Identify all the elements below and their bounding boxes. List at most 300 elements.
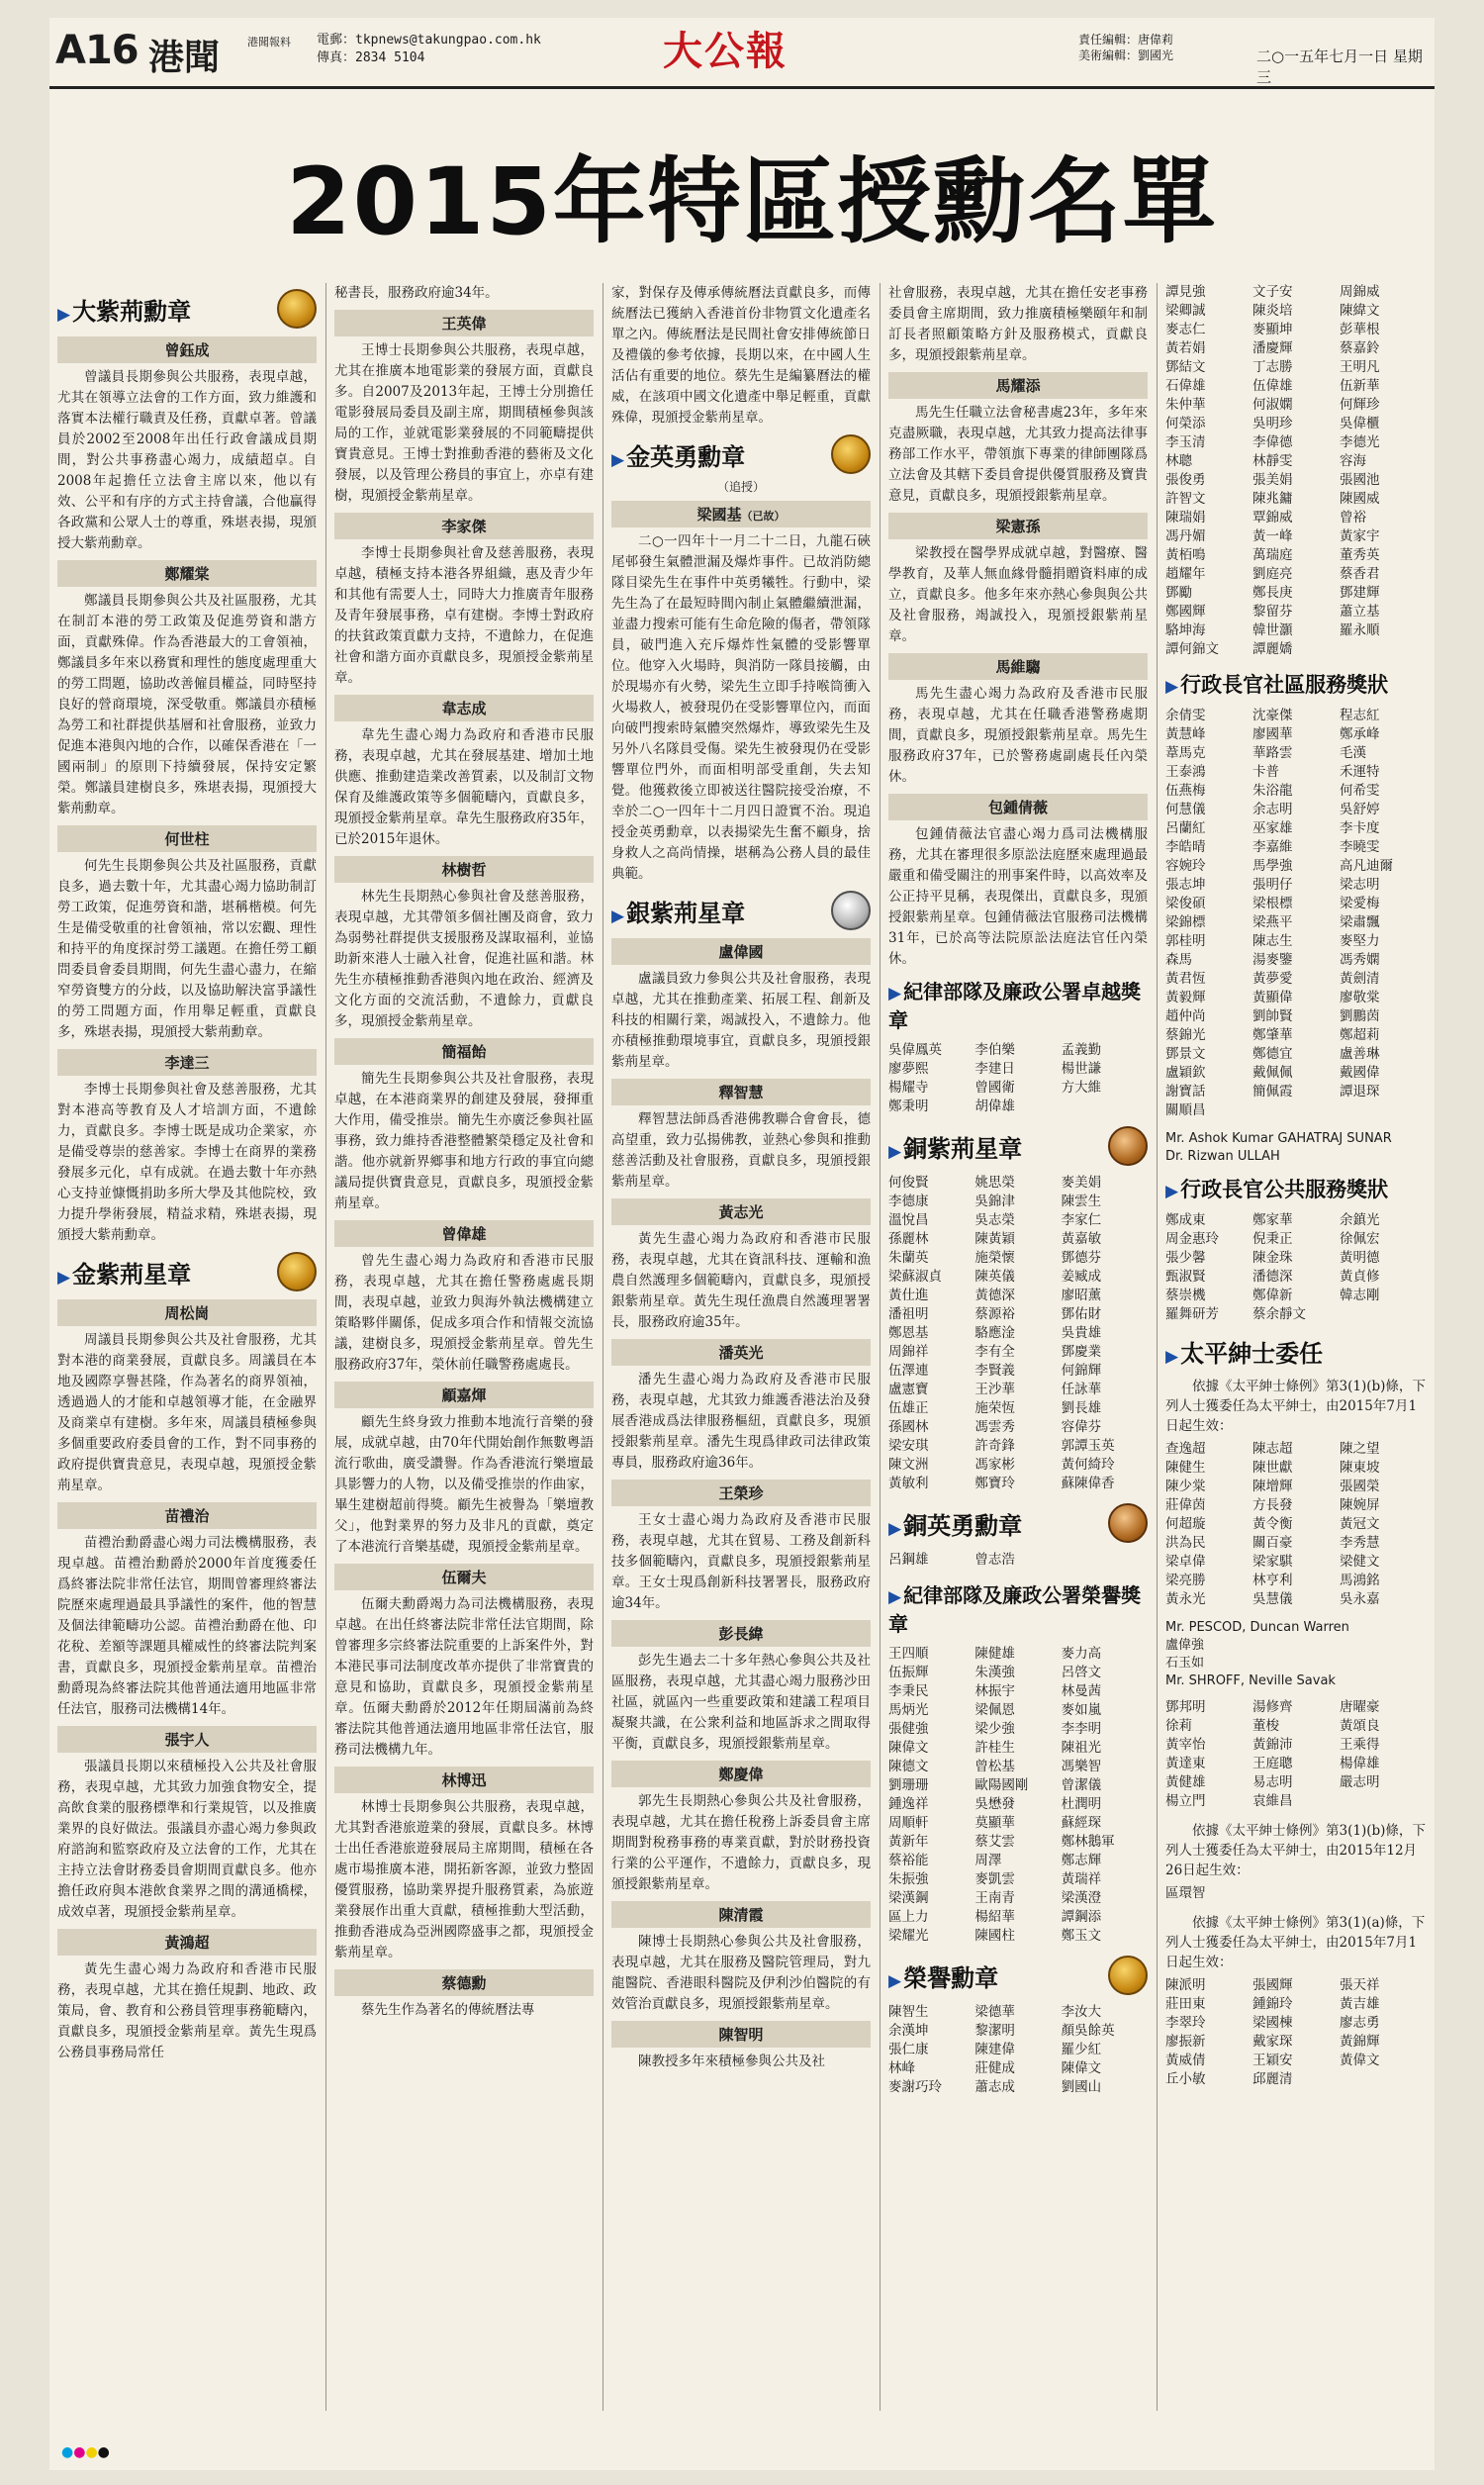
name-grid	[1165, 707, 1427, 1120]
awardee-name-item: 郭桂明	[1165, 933, 1206, 949]
name-grid	[888, 1551, 1148, 1570]
awardee-name-item: 許奇鋒	[974, 1438, 1015, 1454]
awardee-name-item: 黃君恆	[1165, 971, 1206, 987]
awardee-name-item: 陳金珠	[1252, 1250, 1293, 1266]
awardee-name-item: 石偉雄	[1165, 378, 1206, 394]
awardee-name-item: 李卡度	[1340, 820, 1380, 836]
awardee-name-item: 羅舞研芳	[1165, 1306, 1219, 1322]
awardee-name-item: 林振宇	[974, 1683, 1015, 1699]
awardee-name-item: 劉長雄	[1061, 1400, 1102, 1416]
awardee-name-item: 黎潔明	[974, 2023, 1015, 2039]
awardee-name-item: 鄭寶玲	[974, 1476, 1015, 1491]
awardee-name-item: 杜潤明	[1061, 1796, 1102, 1812]
awardee-name-item: 周澤	[974, 1853, 1002, 1868]
citation: 顧先生終身致力推動本地流行音樂的發展，成就卓越，由70年代開始創作無數粵語流行歌曲，廣受讚譽。作為香港流行樂壇最具影響力的人物，以及備受推崇的作曲家，畢生建樹超前得獎。顧先生被譽為「樂壇教父」，他對業界的努力及非凡的貢獻，奠定了本港流行音樂基礎，現頒授金紫荊星章。	[334, 1414, 594, 1555]
awardee-name-item: 何俊賢	[888, 1175, 929, 1191]
awardee-name-item: 盧偉強	[1165, 1638, 1205, 1653]
column-5	[1165, 283, 1427, 2411]
medal-icon	[1108, 1956, 1148, 1995]
awardee-name: 林博迅	[334, 1767, 594, 1793]
awardee-name-item: 鄭秉明	[888, 1099, 929, 1114]
awardee-name-item: 鄭家華	[1252, 1212, 1293, 1228]
awardee-name-item: 孫國林	[888, 1419, 929, 1435]
awardee-name-item: 巫家雄	[1252, 820, 1293, 836]
awardee-name-item: 鍾逸祥	[888, 1796, 929, 1812]
awardee-name-item	[1340, 1305, 1427, 1324]
awardee-name-item: 黃頌良	[1340, 1718, 1380, 1734]
awardee-name-item: 陳雲生	[1061, 1194, 1102, 1209]
awardee-name-item: 何超璇	[1165, 1516, 1206, 1532]
column-divider	[880, 283, 881, 2411]
awardee-name-item: 陳英儀	[974, 1269, 1015, 1285]
awardee-name-item: 姚思榮	[974, 1175, 1015, 1191]
awardee-name-item: 李嘉維	[1252, 839, 1293, 855]
awardee-name: 苗禮治	[57, 1502, 317, 1529]
awardee-name-item: 沈豪傑	[1252, 708, 1293, 723]
awardee-name-item: 鄭肇華	[1252, 1027, 1293, 1043]
citation: 李博士長期參與社會及慈善服務，尤其對本港高等教育及人才培訓方面，不遺餘力，貢獻良多。李博士既是成功企業家，亦是備受尊崇的慈善家。李博士在商界的業務發展多元化，卓有成就。在過去數十年亦熱心支持並慷慨捐助多所大學及其他院校，致力提升學術發展，精益求精，殊堪表揚，現頒授大紫荊勳章。	[57, 1082, 317, 1243]
awardee-name-item: 李玉清	[1165, 434, 1206, 450]
section-header-ce-comm	[1165, 669, 1427, 699]
awardee-name-item: 伍澤連	[888, 1363, 929, 1379]
awardee-name-item: 蘇經琛	[1061, 1815, 1102, 1831]
section-header-mbbs	[888, 1503, 1148, 1543]
citation: 馬先生任職立法會秘書處23年，多年來克盡厥職，表現卓越，尤其致力提高法律事務部工作水平，帶領旗下專業的律師團隊爲立法會及其轄下委員會提供優質服務及寶貴意見，貢獻良多，現頒授銀紫荊星章。	[888, 405, 1148, 504]
awardee-name-item: 陳偉文	[888, 1740, 929, 1756]
name-grid	[1165, 1211, 1427, 1324]
citation: 林博士長期參與公共服務，表現卓越，尤其對香港旅遊業的發展，貢獻良多。林博士出任香港旅遊發展局主席期間，積極在各處市場推廣本港，開拓新客源，並致力整固優質服務，協助業界提升服務質素，為旅遊業發展作出重大貢獻，積極推動大型活動，推動香港成為亞洲國際盛事之都，現頒授金紫荊星章。	[334, 1799, 594, 1960]
citation: 林先生長期熱心參與社會及慈善服務，表現卓越，尤其帶領多個社團及商會，致力為弱勢社群提供支援服務及謀取福利，並協助新來港人士融入社會，促進社區和諧。林先生亦積極推動香港與內地在政治、經濟及文化方面的交流活動，不遺餘力，貢獻良多，現頒授金紫荊星章。	[334, 889, 594, 1029]
awardee-name-item: Mr. Ashok Kumar GAHATRAJ SUNAR	[1165, 1131, 1392, 1146]
citation: 潘先生盡心竭力為政府及香港市民服務，表現卓越，尤其致力維護香港法治及發展香港成爲法律服務樞紐，貢獻良多，現頒授銀紫荊星章。潘先生現爲律政司法律政策專員，服務政府逾36年。	[611, 1372, 871, 1471]
awardee-name-item: 區環智	[1165, 1885, 1206, 1901]
awardee-name-item: 黃德深	[974, 1288, 1015, 1303]
medal-icon	[1108, 1503, 1148, 1543]
awardee-name-item: 馬鴻銘	[1340, 1573, 1380, 1588]
awardee-name: 周松崗	[57, 1299, 317, 1326]
awardee-name-item: 張志坤	[1165, 877, 1206, 893]
awardee-name-item: 石玉如	[1165, 1656, 1205, 1671]
awardee-name-item: 羅少紅	[1061, 2042, 1102, 2057]
posthumous-note: （追授）	[716, 480, 765, 494]
awardee-name-item: 鄧邦明	[1165, 1699, 1206, 1715]
awardee-name-item	[1062, 1551, 1148, 1570]
awardee-name-item: 方長發	[1252, 1497, 1293, 1513]
awardee-name-item: 陳偉文	[1061, 2060, 1102, 2076]
awardee-name-item: 陳世獻	[1252, 1460, 1293, 1476]
citation-continued: 社會服務，表現卓越，尤其在擔任安老事務委員會主席期間，致力推廣積極樂頤年和制訂長者照顧策略方針及服務模式，貢獻良多，現頒授銀紫荊星章。	[888, 285, 1148, 363]
awardee-name-item: 鄭國輝	[1165, 604, 1206, 620]
awardee-name-item: 蔡香君	[1340, 566, 1380, 582]
awardee-name-item: 梁肅飄	[1340, 914, 1380, 930]
awardee-name-item: 譚退琛	[1340, 1084, 1380, 1099]
awardee-name-item: 楊耀寺	[888, 1080, 929, 1096]
column-1	[57, 283, 317, 2411]
awardee-name-item: 鄧佑財	[1061, 1306, 1102, 1322]
awardee-name-item: 洪為民	[1165, 1535, 1206, 1551]
awardee-name-item: 張國榮	[1340, 1479, 1380, 1494]
awardee-name-item: 林亨利	[1252, 1573, 1293, 1588]
awardee-name-item: 廖夢熙	[888, 1061, 929, 1077]
awardee-name-item: 葦馬克	[1165, 745, 1206, 761]
awardee-name-item: 莊健成	[974, 2060, 1015, 2076]
awardee-name-item: 楊偉雄	[1340, 1756, 1380, 1771]
section-title: ▶ 大紫荊勳章	[57, 292, 191, 327]
awardee-name-item: 鄭玉文	[1061, 1928, 1102, 1944]
awardee-name-item: 卡普	[1252, 764, 1279, 780]
awardee-name-item: 陳派明	[1165, 1977, 1206, 1993]
awardee-name-item: 鄧慶業	[1061, 1344, 1102, 1360]
awardee-name-item: 鄭恩基	[888, 1325, 929, 1341]
citation: 二○一四年十一月二十二日，九龍石硤尾邨發生氣體泄漏及爆炸事件。已故消防總隊目梁先生在事件中英勇犧牲。行動中，梁先生為了在最短時間內制止氣體繼續泄漏，並盡力搜索可能有生命危險的傷者，帶領隊員，破門進入充斥爆炸性氣體的受影響單位。他穿入火場時，與消防一隊員接觸，由於現場亦有火勢，梁先生立即手持喉筒衝入火場救人，被發現仍在受影響單位內，而面向破門搜索時氣體突然爆炸，導致梁先生及另外八名隊員受傷。梁先生被發現仍在受影響單位門外，而面相明部受重創，失去知覺。他獲救後立即被送往醫院接受治療，不幸於二○一四年十二月四日證實不治。現追授金英勇勳章，以表揚梁先生奮不顧身，捨身救人之高尚情操，堪稱為公務人員的最佳典範。	[611, 533, 871, 882]
newspaper-page	[49, 18, 1435, 2470]
awardee-name-item: 甄淑賢	[1165, 1269, 1206, 1285]
section-header-ce-pub	[1165, 1174, 1427, 1203]
awardee-name-item: 蔡崇機	[1165, 1288, 1206, 1303]
awardee-name-item: 張健強	[888, 1721, 929, 1737]
medal-icon	[1108, 1126, 1148, 1166]
column-2	[334, 283, 594, 2411]
section-title: ▶ 金英勇勳章	[611, 437, 745, 472]
awardee-name: 陳智明	[611, 2021, 871, 2048]
awardee-name-item: 李翠玲	[1165, 2015, 1206, 2031]
awardee-name: 釋智慧	[611, 1079, 871, 1105]
awardee-name-item: 曾志浩	[974, 1552, 1015, 1568]
citation: 伍爾夫勳爵竭力為司法機構服務，表現卓越。在出任終審法院非常任法官期間，除曾審理多宗終審法院重要的上訴案件外，對本港民事司法制度改革亦提供了非常寶貴的意見和協助，貢獻良多，現頒授金紫荊星章。伍爾夫勳爵於2012年任期屆滿前為終審法院其他普通法適用地區非常任法官，服務司法機構九年。	[334, 1596, 594, 1758]
awardee-name-item: 程志紅	[1340, 708, 1380, 723]
awardee-name-item: 馮丹媚	[1165, 528, 1206, 544]
section-name: 港聞	[148, 38, 221, 78]
awardee-name-item: 梁漢澄	[1061, 1890, 1102, 1906]
awardee-name-item: 陳健雄	[974, 1646, 1015, 1662]
citation: 陳教授多年來積極參與公共及社	[638, 2054, 825, 2069]
awardee-name-item: 蔡余靜文	[1252, 1306, 1306, 1322]
citation: 盧議員致力參與公共及社會服務，表現卓越，尤其在推動產業、拓展工程、創新及科技的相關行業，竭誠投入，不遺餘力。他亦積極推動環境事宜，貢獻良多，現頒授銀紫荊星章。	[611, 971, 871, 1070]
awardee-name-item: 朱浴龍	[1252, 783, 1293, 799]
awardee-name-item: 王沙華	[974, 1382, 1015, 1397]
awardee-name-item: 蔡源裕	[974, 1306, 1015, 1322]
awardee-name-item: 黃令衡	[1252, 1516, 1293, 1532]
awardee-name-item: 黃仕進	[888, 1288, 929, 1303]
awardee-name-item: 董秀英	[1340, 547, 1380, 563]
name-grid	[1165, 1698, 1427, 1811]
awardee-name-item: 廖敬棠	[1340, 990, 1380, 1005]
awardee-name-item: 黃健雄	[1165, 1774, 1206, 1790]
awardee-name-item: 關百豪	[1252, 1535, 1293, 1551]
section-title: ▶ 行政長官社區服務獎狀	[1165, 669, 1388, 699]
awardee-name-item: 何錦輝	[1061, 1363, 1102, 1379]
citation: 張議員長期以來積極投入公共及社會服務，表現卓越，尤其致力加強食物安全，提高飲食業的服務標準和行業規管，以及推廣業界的良好做法。張議員亦盡心竭力參與政府諮詢和監察政府及立法會的工作，尤其在主持立法會財務委員會期間貢獻良多。他亦擔任政府與本港飲食業界之間的溝通橋樑，成效卓著，現頒授金紫荊星章。	[57, 1759, 317, 1920]
awardee-name-item: 盧憲寶	[888, 1382, 929, 1397]
awardee-name-item: 梁德華	[974, 2004, 1015, 2020]
awardee-name-item: 梁愛梅	[1340, 896, 1380, 911]
page-title: 2015年特區授勳名單	[286, 148, 1218, 256]
awardee-name-item: 張美娟	[1252, 472, 1293, 488]
awardee-name-item: 顏吳餘英	[1061, 2023, 1115, 2039]
awardee-name-item: 李家仁	[1061, 1212, 1102, 1228]
awardee-name-item: 譚麗嬌	[1252, 641, 1293, 657]
awardee-name-item: 梁志明	[1340, 877, 1380, 893]
citation: 郭先生長期熱心參與公共及社會服務，表現卓越，尤其在擔任稅務上訴委員會主席期間對稅務事務的專業貢獻，對於財務投資行業的公平運作，不遺餘力，貢獻良多，現頒授銀紫荊星章。	[611, 1793, 871, 1892]
awardee-name-item: 何慧儀	[1165, 802, 1206, 817]
name-list	[1165, 1619, 1427, 1690]
awardee-name-item: 王南青	[974, 1890, 1015, 1906]
citation: 黃先生盡心竭力為政府和香港市民服務，表現卓越，尤其在擔任規劃、地政、政策局，會、教育和公務員管理事務範疇內，貢獻良多，現頒授金紫荊星章。黃先生現爲公務員事務局常任	[57, 1961, 317, 2060]
awardee-name-item: 黃冠文	[1340, 1516, 1380, 1532]
awardee-name-item: 黃劍清	[1340, 971, 1380, 987]
awardee-name-item: 朱蘭英	[888, 1250, 929, 1266]
awardee-name-item: 鄭志輝	[1061, 1853, 1102, 1868]
awardee-name-item: 何輝珍	[1340, 397, 1380, 413]
awardee-name-item: 余倩雯	[1165, 708, 1206, 723]
awardee-name-item: 黃宰怡	[1165, 1737, 1206, 1753]
awardee-name-item: 陳之望	[1340, 1441, 1380, 1457]
medal-icon	[277, 289, 317, 329]
awardee-name-item: 方大維	[1061, 1080, 1102, 1096]
awardee-name-item: 徐佩宏	[1340, 1231, 1380, 1247]
awardee-name-item: 李建日	[974, 1061, 1015, 1077]
designer: 美術編輯：劉國光	[1078, 48, 1174, 62]
awardee-name-item: 吳懋發	[974, 1796, 1015, 1812]
awardee-name-item: 陳智生	[888, 2004, 929, 2020]
awardee-name-item	[1340, 2070, 1427, 2089]
awardee-name-item: 曾裕	[1340, 510, 1366, 526]
awardee-name-item: 任詠華	[1061, 1382, 1102, 1397]
awardee-name-item: 潘德深	[1252, 1269, 1293, 1285]
awardee-name-item: 黃夢愛	[1252, 971, 1293, 987]
awardee-name-item: 陳國威	[1340, 491, 1380, 507]
section-header-gbm	[57, 289, 317, 329]
deceased-note: （已故）	[741, 510, 786, 523]
medal-icon	[831, 891, 871, 930]
awardee-name-item: 關順昌	[1165, 1102, 1206, 1118]
awardee-name-item: 馮雲秀	[974, 1419, 1015, 1435]
citation: 包鍾倩薇法官盡心竭力爲司法機構服務，尤其在審理很多原訟法庭歷來處理過最嚴重和備受關注的刑事案件時，以高效率及公正持平見稱，表現傑出，貢獻良多，現頒授銀紫荊星章。包鍾倩薇法官服務司法機構31年，已於高等法院原訟法庭法官任內榮休。	[888, 826, 1148, 967]
awardee-name-item: 梁佩恩	[974, 1702, 1015, 1718]
awardee-name-item: 楊世謙	[1061, 1061, 1102, 1077]
awardee-name-item: 黃顯偉	[1252, 990, 1293, 1005]
medal-icon	[277, 1252, 317, 1291]
awardee-name-item: 鄭承峰	[1340, 726, 1380, 742]
name-list	[1165, 1130, 1427, 1166]
awardee-name-item: 鄧勵	[1165, 585, 1192, 601]
awardee-name-item: 何榮添	[1165, 416, 1206, 431]
awardee-name-item: 鄭成東	[1165, 1212, 1206, 1228]
awardee-name-item: 陳建偉	[974, 2042, 1015, 2057]
awardee-name-item: 張國輝	[1252, 1977, 1293, 1993]
awardee-name-item: 譚見強	[1165, 284, 1206, 300]
awardee-name-item: 陳增輝	[1252, 1479, 1293, 1494]
awardee-name-item: 麥謝巧玲	[888, 2079, 942, 2095]
awardee-name-item: 黃瑞祥	[1061, 1871, 1102, 1887]
awardee-name-item: 廖志勇	[1340, 2015, 1380, 2031]
awardee-name-item: 鄭林鵝軍	[1061, 1834, 1115, 1850]
awardee-name-item: 朱振強	[888, 1871, 929, 1887]
awardee-name-item: 鄭偉新	[1252, 1288, 1293, 1303]
awardee-name-item	[1340, 640, 1427, 659]
awardee-name-item: 吳志榮	[974, 1212, 1015, 1228]
awardee-name: 陳清霞	[611, 1901, 871, 1928]
awardee-name-item: 嚴志明	[1340, 1774, 1380, 1790]
awardee-name-item: 黃吉雄	[1340, 1996, 1380, 2012]
awardee-name-item: 謝寶話	[1165, 1084, 1206, 1099]
awardee-name-item: 張仁康	[888, 2042, 929, 2057]
awardee-name-item: 容海	[1340, 453, 1366, 469]
contact-info	[317, 32, 541, 67]
section-header-disc-mer	[888, 1579, 1148, 1637]
awardee-name-item: 戴家琛	[1252, 2034, 1293, 2050]
awardee-name-item: 劉鵬茵	[1340, 1008, 1380, 1024]
section-title: ▶ 紀律部隊及廉政公署榮譽獎章	[888, 1579, 1148, 1637]
awardee-name-item: 梁俊碩	[1165, 896, 1206, 911]
awardee-name-item: 黃栢鳴	[1165, 547, 1206, 563]
awardee-name-item: 麥顯坤	[1252, 322, 1293, 337]
awardee-name-item: 梁根標	[1252, 896, 1293, 911]
awardee-name-item: 容偉芬	[1061, 1419, 1102, 1435]
section-title: ▶ 銅紫荊星章	[888, 1129, 1022, 1164]
citation: 鄭議員長期參與公共及社區服務，尤其在制訂本港的勞工政策及促進勞資和諧方面，貢獻殊偉。作為香港最大的工會領袖，鄭議員多年來以務實和理性的態度處理重大的勞工問題，協助改善僱員權益，同時堅持良好的營商環境，深受敬重。鄭議員亦積極為勞工和社群提供基層和社會服務，並致力促進本港與內地的合作，以確保香港在「一國兩制」的原則下持續發展，保持安定繁榮。鄭議員建樹良多，殊堪表揚，現頒授大紫荊勳章。	[57, 593, 317, 816]
name-grid	[888, 2003, 1148, 2097]
awardee-name-item: 曾國衛	[974, 1080, 1015, 1096]
awardee-name-item: 吳永嘉	[1340, 1591, 1380, 1607]
awardee-name-item: 溫悅昌	[888, 1212, 929, 1228]
awardee-name-item: 潘慶輝	[1252, 340, 1293, 356]
awardee-name-item: 許桂生	[974, 1740, 1015, 1756]
awardee-name-item: 林聰	[1165, 453, 1192, 469]
awardee-name-item: 黃一峰	[1252, 528, 1293, 544]
awardee-name-item: 林靜雯	[1252, 453, 1293, 469]
citation-continued: 秘書長，服務政府逾34年。	[334, 285, 499, 301]
awardee-name-item: 吳慧儀	[1252, 1591, 1293, 1607]
awardee-name: 顧嘉煇	[334, 1382, 594, 1408]
awardee-name-item: 梁錦標	[1165, 914, 1206, 930]
section-header-gmg	[611, 434, 871, 474]
awardee-name-item: 余志明	[1252, 802, 1293, 817]
awardee-name-item: 萬瑞庭	[1252, 547, 1293, 563]
citation: 黃先生盡心竭力為政府和香港市民服務，表現卓越，尤其在資訊科技、運輸和漁農自然護理多個範疇內，貢獻良多，現頒授銀紫荊星章。黃先生現任漁農自然護理署署長，服務政府逾35年。	[611, 1231, 871, 1330]
awardee-name: 張宇人	[57, 1726, 317, 1753]
awardee-name-item: 黃敏利	[888, 1476, 929, 1491]
name-grid	[888, 1174, 1148, 1493]
awardee-name-item: 李皓晴	[1165, 839, 1206, 855]
awardee-name-item: 張明仔	[1252, 877, 1293, 893]
awardee-name-item: 馮秀嫻	[1340, 952, 1380, 968]
awardee-name-item: 黃家宇	[1340, 528, 1380, 544]
awardee-name-item: 李秀慧	[1340, 1535, 1380, 1551]
column-divider	[1157, 283, 1158, 2411]
email-label: 電郵：	[317, 33, 356, 48]
awardee-name-item: 易志明	[1252, 1774, 1293, 1790]
awardee-name-item: 黃貞修	[1340, 1269, 1380, 1285]
awardee-name-item: 梁漢鋼	[888, 1890, 929, 1906]
awardee-name: 林樹哲	[334, 856, 594, 883]
awardee-name-item: 何希雯	[1340, 783, 1380, 799]
awardee-name-item: 麥力高	[1061, 1646, 1102, 1662]
citation: 彭先生過去二十多年熱心參與公共及社區服務，表現卓越，尤其盡心竭力服務沙田社區，就區內一些重要政策和建議工程項目凝聚共識，在公衆利益和地區訴求之間取得平衡，貢獻良多，現頒授銀紫荊星章。	[611, 1653, 871, 1752]
awardee-name-item: 李秉民	[888, 1683, 929, 1699]
section-title: ▶ 銀紫荊星章	[611, 894, 745, 928]
awardee-name-item: 陳少棠	[1165, 1479, 1206, 1494]
awardee-name-item: 李賢義	[974, 1363, 1015, 1379]
awardee-name-item: 林峰	[888, 2060, 915, 2076]
awardee-name-item: 馮樂智	[1061, 1759, 1102, 1774]
awardee-name-item: 朱仲華	[1165, 397, 1206, 413]
citation: 周議員長期參與公共及社會服務，尤其對本港的商業發展，貢獻良多。周議員在本地及國際享譽甚隆，作為著名的商界領袖，透過過人的才能和卓越領導才能，在金融界及商業卓有建樹。多年來，周議員積極參與多個重要政府委員會的工作，對不同事務的政府提供寶貴意見，表現卓越，現頒授金紫荊星章。	[57, 1332, 317, 1493]
awardee-name-item: 李德光	[1340, 434, 1380, 450]
awardee-name-item: 馮家彬	[974, 1457, 1015, 1473]
awardee-name-item: 梁家騏	[1252, 1554, 1293, 1570]
awardee-name-item: 伍偉雄	[1252, 378, 1293, 394]
name-grid	[1165, 283, 1427, 659]
awardee-name-item: 蔡嘉鈴	[1340, 340, 1380, 356]
awardee-name-item: 倪秉正	[1252, 1231, 1293, 1247]
name-grid	[1165, 1884, 1427, 1903]
awardee-name-item: 李曉雯	[1340, 839, 1380, 855]
awardee-name-item: 廖昭薰	[1061, 1288, 1102, 1303]
awardee-name-item: 王泰鴻	[1165, 764, 1206, 780]
awardee-name-item: 黃明德	[1340, 1250, 1380, 1266]
awardee-name-item: 羅永順	[1340, 622, 1380, 638]
name-grid	[888, 1041, 1148, 1116]
awardee-name-item: 丘小敏	[1165, 2071, 1206, 2087]
citation: 曾先生盡心竭力為政府和香港市民服務，表現卓越，尤其在擔任警務處處長期間，表現卓越，並致力與海外執法機構建立策略夥伴關係，促成多項合作和情報交流協議，建樹良多，現頒授金紫荊星章。曾先生服務政府37年，榮休前任職警務處處長。	[334, 1253, 594, 1373]
awardee-name: 黃鴻超	[57, 1929, 317, 1956]
awardee-name: 馬維騶	[888, 653, 1148, 680]
awardee-name-item: 劉國山	[1061, 2079, 1102, 2095]
citation: 梁教授在醫學界成就卓越，對醫療、醫學教育，及華人無血緣骨髓捐贈資料庫的成立，貢獻良多。他多年來亦熱心參與與公共及社會服務，竭誠投入，現頒授銀紫荊星章。	[888, 545, 1148, 644]
section-sub: 港聞報料	[247, 36, 291, 48]
awardee-name-item: 梁安琪	[888, 1438, 929, 1454]
awardee-name-item: 唐曜豪	[1340, 1699, 1380, 1715]
citation: 陳博士長期熱心參與公共及社會服務，表現卓越，尤其在服務及醫院管理局，對九龍醫院、香港眼科醫院及伊利沙伯醫院的有效管治貢獻良多，現頒授銀紫荊星章。	[611, 1934, 871, 2012]
awardee-name-item: 黃新年	[888, 1834, 929, 1850]
citation: 苗禮治勳爵盡心竭力司法機構服務，表現卓越。苗禮治勳爵於2000年首度獲委任爲終審法院非常任法官，期間曾審理終審法院歷來處理過最具爭議性的案件，他的智慧及個法律範疇功公認。苗禮治勳爵在他、印花稅、差額等課題具權威性的終審法院判案書，貢獻良多，現頒授金紫荊星章。苗禮治勳爵現為終審法院其他普通法適用地區非常任法官，服務司法機構14年。	[57, 1535, 317, 1717]
section-title: ▶ 紀律部隊及廉政公署卓越獎章	[888, 976, 1148, 1033]
section-title: ▶ 太平紳士委任	[1165, 1334, 1323, 1369]
awardee-name-item: 周順軒	[888, 1815, 929, 1831]
awardee-name-item: 蕭立基	[1340, 604, 1380, 620]
awardee-name-item: 施榮懷	[974, 1250, 1015, 1266]
awardee-name-item: 韓志剛	[1340, 1288, 1380, 1303]
awardee-name-item: 覃錦威	[1252, 510, 1293, 526]
awardee-name-item: 馬炳光	[888, 1702, 929, 1718]
awardee-name-item: 陳黃穎	[974, 1231, 1015, 1247]
awardee-name-item: 湯麥鑒	[1252, 952, 1293, 968]
awardee-name-item: 張國池	[1340, 472, 1380, 488]
awardee-name-item: 李伯樂	[974, 1042, 1015, 1058]
citation-continued: 家，對保存及傳承傳統曆法貢獻良多，而傳統曆法已獲納入香港首份非物質文化遺產名單之內。傳統曆法是民間社會安排傳統節日及禮儀的參考依據，長期以來，在中國人生活佔有重要的地位。蔡先生是編纂曆法的權威，在該項中國文化遺產中舉足輕重，貢獻殊偉，現頒授金紫荊星章。	[611, 285, 871, 426]
section-title: ▶ 銅英勇勳章	[888, 1506, 1022, 1541]
awardee-name-item: 梁卓偉	[1165, 1554, 1206, 1570]
awardee-name-item: 林曼茜	[1061, 1683, 1102, 1699]
awardee-name-item: 姜臧成	[1061, 1269, 1102, 1285]
awardee-name-item: 高凡迪爾	[1340, 858, 1393, 874]
awardee-name-item: 黃永光	[1165, 1591, 1206, 1607]
awardee-name-item: 王穎安	[1252, 2053, 1293, 2068]
citation: 何先生長期參與公共及社區服務，貢獻良多，過去數十年，尤其盡心竭力協助制訂勞工政策，促進勞資和諧，堪稱楷模。何先生是備受敬重的社會領袖，常以宏觀、理性和持平的角度探討勞工議題。在擔任勞工顧問委員會委員期間，何先生盡心盡力，在縮窄勞資雙方的分歧，以及協助解決富爭議性的勞工問題方面，作用舉足輕重，貢獻良多，殊堪表揚，現頒授大紫荊勳章。	[57, 858, 317, 1040]
name-grid	[888, 1645, 1148, 1946]
awardee-name-item: 吳貴雄	[1061, 1325, 1102, 1341]
section-header-gbs	[57, 1252, 317, 1291]
awardee-name-item: 鍾錦玲	[1252, 1996, 1293, 2012]
fax-label: 傳真：	[317, 50, 356, 65]
awardee-name-item: 楊立門	[1165, 1793, 1206, 1809]
name-grid	[1165, 1440, 1427, 1609]
awardee-name: 李達三	[57, 1049, 317, 1076]
citation: 曾議員長期參與公共服務，表現卓越，尤其在領導立法會的工作方面，致力維護和落實本法權行職責及任務，貢獻卓著。曾議員於2002至2008年出任行政會議成員期間，對公共事務盡心竭力，成績超卓。自2008年起擔任立法會主席以來，他以有效、公平和有序的方式主持會議，合他贏得各政黨和公眾人士的尊重，殊堪表揚，現頒授大紫荊勳章。	[57, 369, 317, 551]
column-4	[888, 283, 1148, 2411]
awardee-name-item: 鄧景文	[1165, 1046, 1206, 1062]
